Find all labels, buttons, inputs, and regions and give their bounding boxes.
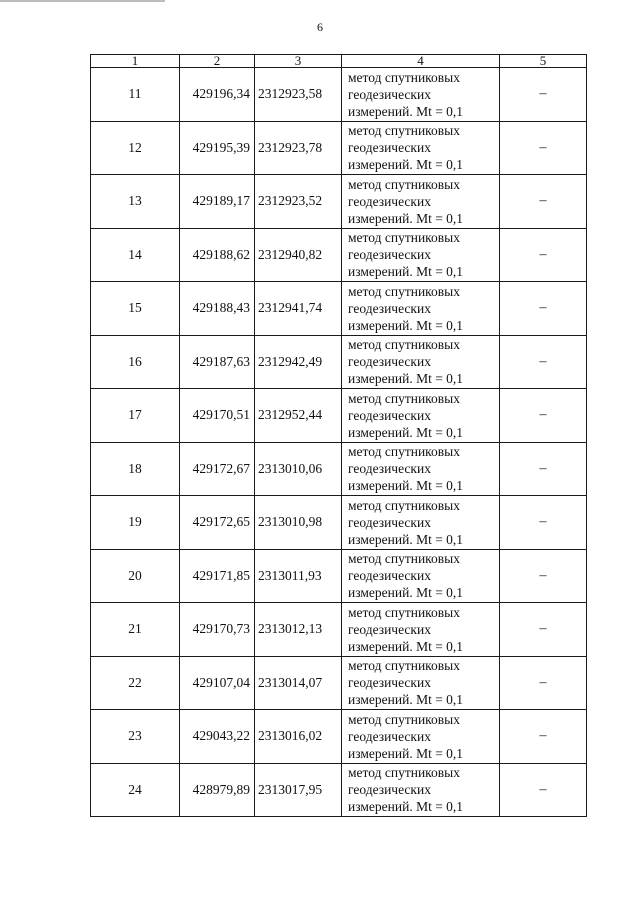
- method-cell: [342, 549, 500, 603]
- method-line: измерений. Mt = 0,1: [348, 692, 464, 708]
- method-cell: [342, 603, 500, 657]
- method-cell: [342, 121, 500, 175]
- column-5-cell: –: [500, 282, 587, 336]
- method-line: измерений. Mt = 0,1: [348, 424, 464, 440]
- method-cell: [342, 710, 500, 764]
- y-coordinate-cell: 2312940,82: [255, 228, 342, 282]
- method-line: геодезических: [348, 193, 431, 209]
- header-col-2: 2: [180, 55, 255, 68]
- y-coordinate-cell: 2313017,95: [255, 763, 342, 817]
- y-coordinate-cell: 2312923,52: [255, 175, 342, 229]
- column-5-cell: –: [500, 710, 587, 764]
- method-cell: [342, 228, 500, 282]
- point-number-cell: 21: [91, 603, 180, 657]
- method-line: метод спутниковых: [348, 283, 460, 299]
- point-number-cell: 24: [91, 763, 180, 817]
- method-line: измерений. Mt = 0,1: [348, 745, 464, 761]
- table-row: [91, 442, 587, 496]
- method-line: геодезических: [348, 140, 431, 156]
- method-line: измерений. Mt = 0,1: [348, 638, 464, 654]
- y-coordinate-cell: 2313016,02: [255, 710, 342, 764]
- point-number-cell: 18: [91, 442, 180, 496]
- column-5-cell: –: [500, 228, 587, 282]
- x-coordinate-cell: 429187,63: [180, 335, 255, 389]
- y-coordinate-cell: 2312952,44: [255, 389, 342, 443]
- method-line: измерений. Mt = 0,1: [348, 264, 464, 280]
- method-line: измерений. Mt = 0,1: [348, 799, 464, 815]
- table-row: [91, 710, 587, 764]
- y-coordinate-cell: 2312942,49: [255, 335, 342, 389]
- method-line: геодезических: [348, 675, 431, 691]
- point-number-cell: 23: [91, 710, 180, 764]
- method-line: метод спутниковых: [348, 337, 460, 353]
- x-coordinate-cell: 428979,89: [180, 763, 255, 817]
- method-line: измерений. Mt = 0,1: [348, 103, 464, 119]
- y-coordinate-cell: 2313012,13: [255, 603, 342, 657]
- method-cell: [342, 442, 500, 496]
- column-5-cell: –: [500, 121, 587, 175]
- column-5-cell: –: [500, 656, 587, 710]
- coordinates-table: [90, 54, 587, 817]
- method-line: геодезических: [348, 461, 431, 477]
- x-coordinate-cell: 429196,34: [180, 68, 255, 122]
- point-number-cell: 11: [91, 68, 180, 122]
- point-number-cell: 12: [91, 121, 180, 175]
- point-number-cell: 19: [91, 496, 180, 550]
- table-row: [91, 335, 587, 389]
- method-cell: [342, 496, 500, 550]
- method-line: метод спутниковых: [348, 765, 460, 781]
- method-line: метод спутниковых: [348, 658, 460, 674]
- point-number-cell: 22: [91, 656, 180, 710]
- y-coordinate-cell: 2312923,58: [255, 68, 342, 122]
- x-coordinate-cell: 429188,62: [180, 228, 255, 282]
- column-5-cell: –: [500, 68, 587, 122]
- table-row: [91, 603, 587, 657]
- method-line: метод спутниковых: [348, 551, 460, 567]
- point-number-cell: 17: [91, 389, 180, 443]
- table-row: [91, 763, 587, 817]
- table-row: [91, 68, 587, 122]
- point-number-cell: 15: [91, 282, 180, 336]
- point-number-cell: 16: [91, 335, 180, 389]
- method-line: измерений. Mt = 0,1: [348, 371, 464, 387]
- method-line: метод спутниковых: [348, 230, 460, 246]
- method-line: метод спутниковых: [348, 444, 460, 460]
- method-cell: [342, 763, 500, 817]
- table-row: [91, 656, 587, 710]
- table-row: [91, 496, 587, 550]
- method-cell: [342, 68, 500, 122]
- method-line: геодезических: [348, 568, 431, 584]
- column-5-cell: –: [500, 389, 587, 443]
- y-coordinate-cell: 2313014,07: [255, 656, 342, 710]
- x-coordinate-cell: 429107,04: [180, 656, 255, 710]
- method-line: геодезических: [348, 407, 431, 423]
- column-5-cell: –: [500, 603, 587, 657]
- y-coordinate-cell: 2313010,06: [255, 442, 342, 496]
- y-coordinate-cell: 2312923,78: [255, 121, 342, 175]
- column-5-cell: –: [500, 496, 587, 550]
- table-row: [91, 175, 587, 229]
- method-line: метод спутниковых: [348, 176, 460, 192]
- method-cell: [342, 335, 500, 389]
- x-coordinate-cell: 429171,85: [180, 549, 255, 603]
- x-coordinate-cell: 429195,39: [180, 121, 255, 175]
- table-row: [91, 228, 587, 282]
- method-line: геодезических: [348, 728, 431, 744]
- table-row: [91, 121, 587, 175]
- x-coordinate-cell: 429170,73: [180, 603, 255, 657]
- table-row: [91, 549, 587, 603]
- method-cell: [342, 175, 500, 229]
- method-cell: [342, 656, 500, 710]
- method-line: измерений. Mt = 0,1: [348, 157, 464, 173]
- point-number-cell: 13: [91, 175, 180, 229]
- header-row: [91, 55, 587, 68]
- x-coordinate-cell: 429043,22: [180, 710, 255, 764]
- point-number-cell: 14: [91, 228, 180, 282]
- top-edge-rule: [0, 0, 165, 2]
- table-header: [91, 55, 587, 68]
- column-5-cell: –: [500, 549, 587, 603]
- column-5-cell: –: [500, 335, 587, 389]
- x-coordinate-cell: 429170,51: [180, 389, 255, 443]
- method-line: геодезических: [348, 621, 431, 637]
- header-col-1: 1: [91, 55, 180, 68]
- method-line: геодезических: [348, 247, 431, 263]
- header-col-5: 5: [500, 55, 587, 68]
- table-row: [91, 389, 587, 443]
- method-line: геодезических: [348, 354, 431, 370]
- method-line: метод спутниковых: [348, 604, 460, 620]
- page-number: 6: [317, 20, 323, 34]
- point-number-cell: 20: [91, 549, 180, 603]
- method-line: метод спутниковых: [348, 69, 460, 85]
- column-5-cell: –: [500, 442, 587, 496]
- x-coordinate-cell: 429189,17: [180, 175, 255, 229]
- method-line: метод спутниковых: [348, 123, 460, 139]
- method-line: геодезических: [348, 514, 431, 530]
- method-line: измерений. Mt = 0,1: [348, 531, 464, 547]
- method-line: измерений. Mt = 0,1: [348, 210, 464, 226]
- method-line: метод спутниковых: [348, 711, 460, 727]
- method-line: измерений. Mt = 0,1: [348, 478, 464, 494]
- method-cell: [342, 389, 500, 443]
- table-row: [91, 282, 587, 336]
- x-coordinate-cell: 429172,67: [180, 442, 255, 496]
- y-coordinate-cell: 2313010,98: [255, 496, 342, 550]
- method-line: метод спутниковых: [348, 497, 460, 513]
- header-col-4: 4: [342, 55, 500, 68]
- column-5-cell: –: [500, 763, 587, 817]
- y-coordinate-cell: 2312941,74: [255, 282, 342, 336]
- method-line: геодезических: [348, 782, 431, 798]
- method-line: геодезических: [348, 86, 431, 102]
- method-line: измерений. Mt = 0,1: [348, 585, 464, 601]
- table-body: [91, 68, 587, 817]
- column-5-cell: –: [500, 175, 587, 229]
- y-coordinate-cell: 2313011,93: [255, 549, 342, 603]
- method-line: геодезических: [348, 300, 431, 316]
- x-coordinate-cell: 429188,43: [180, 282, 255, 336]
- method-cell: [342, 282, 500, 336]
- x-coordinate-cell: 429172,65: [180, 496, 255, 550]
- method-line: метод спутниковых: [348, 390, 460, 406]
- header-col-3: 3: [255, 55, 342, 68]
- method-line: измерений. Mt = 0,1: [348, 317, 464, 333]
